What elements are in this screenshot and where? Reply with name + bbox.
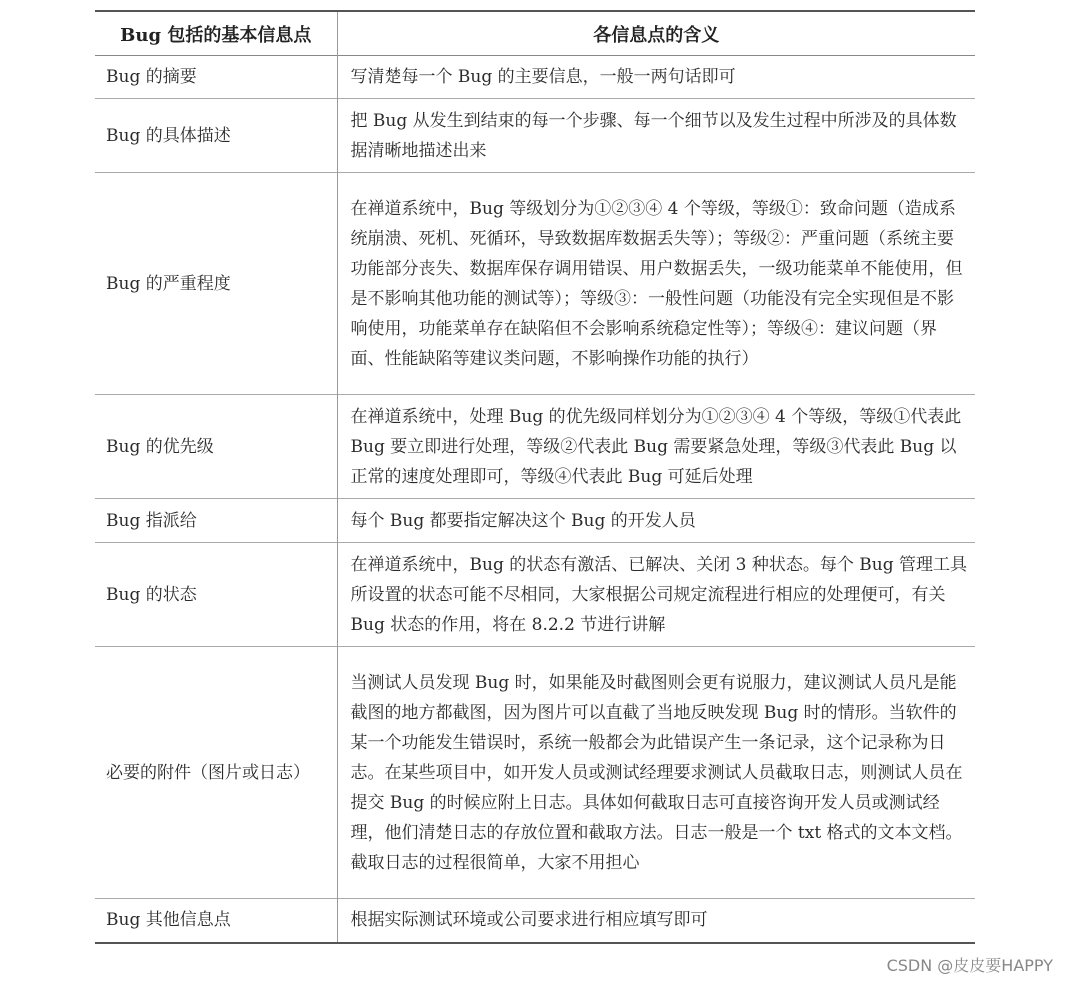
row-description: 每个 Bug 都要指定解决这个 Bug 的开发人员: [337, 499, 975, 543]
table-row: [95, 99, 975, 173]
row-description: 在禅道系统中，Bug 的状态有激活、已解决、关闭 3 种状态。每个 Bug 管理工具所设置的状态可能不尽相同，大家根据公司规定流程进行相应的处理便可，有关 Bug 状态的作用，将在 8.2.2 节进行讲解: [337, 543, 975, 647]
table-row: [95, 395, 975, 499]
row-description: 写清楚每一个 Bug 的主要信息，一般一两句话即可: [337, 56, 975, 99]
row-description: 在禅道系统中，Bug 等级划分为①②③④ 4 个等级，等级①：致命问题（造成系统崩溃、死机、死循环，导致数据库数据丢失等）；等级②：严重问题（系统主要功能部分丧失、数据库保存调用错误、用户数据丢失，一级功能菜单不能使用，但是不影响其他功能的测试等）；等级③：一般性问题（功能没有完全实现但是不影响使用，功能菜单存在缺陷但不会影响系统稳定性等）；等级④：建议问题（界面、性能缺陷等建议类问题，不影响操作功能的执行）: [337, 173, 975, 395]
table-row: [95, 499, 975, 543]
csdn-watermark: CSDN @皮皮要HAPPY: [886, 956, 1053, 975]
row-name: Bug 其他信息点: [106, 910, 231, 931]
header-info-point: Bug 包括的基本信息点: [120, 24, 312, 46]
row-name: Bug 的优先级: [106, 436, 214, 457]
row-name: Bug 的严重程度: [106, 273, 231, 294]
table-row: [95, 543, 975, 647]
bug-info-table-container: [95, 10, 975, 944]
table-header-row: [95, 11, 975, 56]
header-meaning: 各信息点的含义: [337, 11, 975, 56]
row-name: Bug 的摘要: [106, 67, 197, 87]
row-name: Bug 指派给: [106, 510, 197, 531]
table-row: [95, 647, 975, 899]
row-description: 根据实际测试环境或公司要求进行相应填写即可: [337, 899, 975, 943]
row-name: Bug 的具体描述: [106, 125, 231, 146]
bug-info-table: [95, 10, 975, 944]
row-description: 在禅道系统中，处理 Bug 的优先级同样划分为①②③④ 4 个等级，等级①代表此 Bug 要立即进行处理，等级②代表此 Bug 需要紧急处理，等级③代表此 Bug 以正常的速度处理即可，等级④代表此 Bug 可延后处理: [337, 395, 975, 499]
row-description: 把 Bug 从发生到结束的每一个步骤、每一个细节以及发生过程中所涉及的具体数据清晰地描述出来: [337, 99, 975, 173]
row-name: 必要的附件（图片或日志）: [106, 762, 310, 783]
table-row: [95, 173, 975, 395]
row-name: Bug 的状态: [106, 584, 197, 605]
table-row: [95, 899, 975, 943]
row-description: 当测试人员发现 Bug 时，如果能及时截图则会更有说服力，建议测试人员凡是能截图的地方都截图，因为图片可以直截了当地反映发现 Bug 时的情形。当软件的某一个功能发生错误时，系统一般都会为此错误产生一条记录，这个记录称为日志。在某些项目中，如开发人员或测试经理要求测试人员截取日志，则测试人员在提交 Bug 的时候应附上日志。具体如何截取日志可直接咨询开发人员或测试经理，他们清楚日志的存放位置和截取方法。日志一般是一个 txt 格式的文本文档。截取日志的过程很简单，大家不用担心: [337, 647, 975, 899]
table-row: [95, 56, 975, 99]
